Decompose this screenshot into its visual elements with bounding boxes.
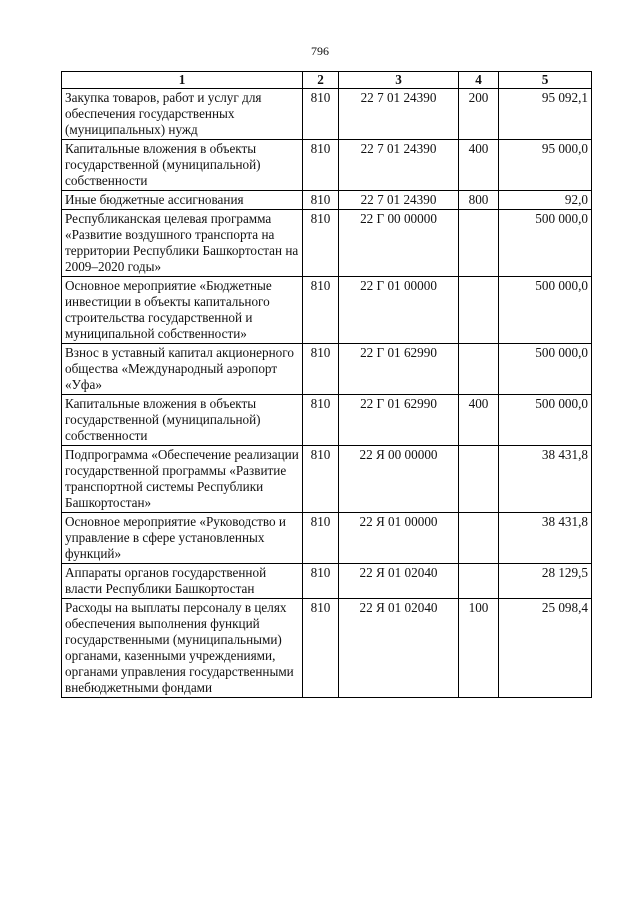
row-vr: 200 xyxy=(459,89,499,140)
row-vr xyxy=(459,344,499,395)
header-row xyxy=(62,72,592,89)
header-ved: 2 xyxy=(303,72,339,89)
row-ved: 810 xyxy=(303,277,339,344)
budget-table xyxy=(61,71,592,698)
page-number: 796 xyxy=(311,44,329,58)
row-name: Взнос в уставный капитал акционерного общества «Международный аэропорт «Уфа» xyxy=(62,344,303,395)
row-amount: 28 129,5 xyxy=(499,564,592,599)
row-ved: 810 xyxy=(303,513,339,564)
row-ved: 810 xyxy=(303,395,339,446)
table-row xyxy=(62,599,592,698)
table-row xyxy=(62,210,592,277)
table-row xyxy=(62,344,592,395)
row-csr: 22 7 01 24390 xyxy=(339,191,459,210)
row-ved: 810 xyxy=(303,344,339,395)
row-amount: 500 000,0 xyxy=(499,277,592,344)
table-row xyxy=(62,89,592,140)
row-csr: 22 Я 00 00000 xyxy=(339,446,459,513)
row-amount: 95 092,1 xyxy=(499,89,592,140)
row-name: Капитальные вложения в объекты государственной (муниципальной) собственности xyxy=(62,140,303,191)
row-vr: 100 xyxy=(459,599,499,698)
row-vr xyxy=(459,564,499,599)
table-row xyxy=(62,277,592,344)
row-name: Республиканская целевая программа «Развитие воздушного транспорта на территории Республики Башкортостан на 2009–2020 годы» xyxy=(62,210,303,277)
table-row xyxy=(62,446,592,513)
row-csr: 22 7 01 24390 xyxy=(339,140,459,191)
row-ved: 810 xyxy=(303,140,339,191)
row-csr: 22 Г 00 00000 xyxy=(339,210,459,277)
row-csr: 22 Я 01 02040 xyxy=(339,599,459,698)
row-name: Иные бюджетные ассигнования xyxy=(62,191,303,210)
table-row xyxy=(62,564,592,599)
row-csr: 22 7 01 24390 xyxy=(339,89,459,140)
header-name: 1 xyxy=(62,72,303,89)
header-vr: 4 xyxy=(459,72,499,89)
row-amount: 500 000,0 xyxy=(499,210,592,277)
row-amount: 500 000,0 xyxy=(499,395,592,446)
row-name: Расходы на выплаты персоналу в целях обеспечения выполнения функций государственными (муниципальными) органами, казенными учреждениями, органами управления государственными внебюджетными фондами xyxy=(62,599,303,698)
row-ved: 810 xyxy=(303,564,339,599)
row-ved: 810 xyxy=(303,89,339,140)
row-amount: 95 000,0 xyxy=(499,140,592,191)
header-csr: 3 xyxy=(339,72,459,89)
table-row xyxy=(62,140,592,191)
row-name: Основное мероприятие «Бюджетные инвестиции в объекты капитального строительства государственной и муниципальной собственности» xyxy=(62,277,303,344)
row-csr: 22 Я 01 00000 xyxy=(339,513,459,564)
row-amount: 38 431,8 xyxy=(499,513,592,564)
row-amount: 500 000,0 xyxy=(499,344,592,395)
header-amount: 5 xyxy=(499,72,592,89)
row-csr: 22 Г 01 00000 xyxy=(339,277,459,344)
row-name: Подпрограмма «Обеспечение реализации государственной программы «Развитие транспортной системы Республики Башкортостан» xyxy=(62,446,303,513)
row-vr: 400 xyxy=(459,140,499,191)
row-vr xyxy=(459,210,499,277)
row-amount: 38 431,8 xyxy=(499,446,592,513)
table-row xyxy=(62,191,592,210)
row-csr: 22 Я 01 02040 xyxy=(339,564,459,599)
row-csr: 22 Г 01 62990 xyxy=(339,344,459,395)
row-ved: 810 xyxy=(303,191,339,210)
row-ved: 810 xyxy=(303,210,339,277)
row-amount: 92,0 xyxy=(499,191,592,210)
table-row xyxy=(62,513,592,564)
row-name: Аппараты органов государственной власти Республики Башкортостан xyxy=(62,564,303,599)
table-row xyxy=(62,395,592,446)
row-name: Основное мероприятие «Руководство и управление в сфере установленных функций» xyxy=(62,513,303,564)
row-ved: 810 xyxy=(303,446,339,513)
row-vr xyxy=(459,277,499,344)
row-ved: 810 xyxy=(303,599,339,698)
row-amount: 25 098,4 xyxy=(499,599,592,698)
row-name: Капитальные вложения в объекты государственной (муниципальной) собственности xyxy=(62,395,303,446)
row-vr: 800 xyxy=(459,191,499,210)
row-csr: 22 Г 01 62990 xyxy=(339,395,459,446)
row-vr xyxy=(459,513,499,564)
row-vr: 400 xyxy=(459,395,499,446)
row-name: Закупка товаров, работ и услуг для обеспечения государственных (муниципальных) нужд xyxy=(62,89,303,140)
row-vr xyxy=(459,446,499,513)
